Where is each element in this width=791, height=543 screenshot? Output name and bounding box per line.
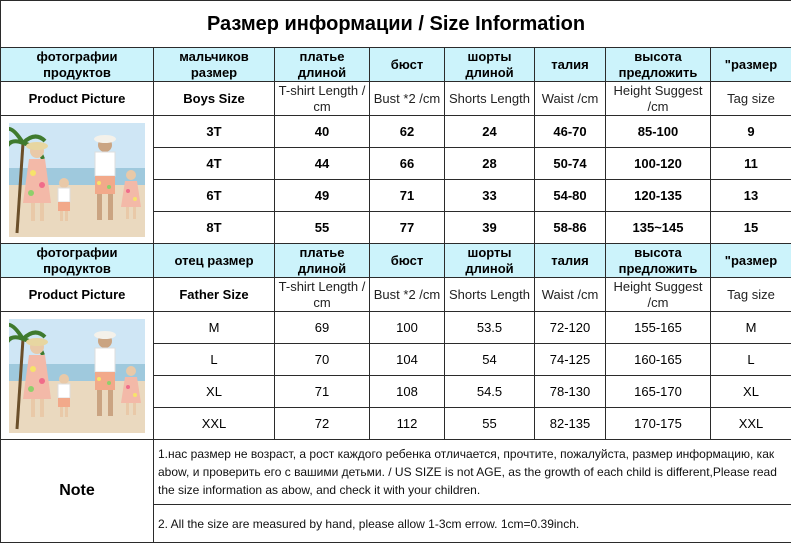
header-product-picture: Product Picture xyxy=(1,82,154,116)
tshirt-length-cell: 55 xyxy=(275,212,370,244)
product-picture-boys xyxy=(1,116,154,244)
boys-header-ru xyxy=(1,48,791,82)
waist-cell: 46-70 xyxy=(535,116,606,148)
header-tshirt-length-ru: платье длиной xyxy=(275,48,370,82)
waist-cell: 58-86 xyxy=(535,212,606,244)
father-header-ru xyxy=(1,244,791,278)
note-text-1: 1.нас размер не возраст, а рост каждого ребенка отличается, прочтите, пожалуйста, размер информацию, как abow, и проверить его с вашими детьми. / US SIZE is not AGE, as the growth of each child is different,Please read the size information as abow, and check it with your children. xyxy=(154,440,791,505)
header-tag-size: Tag size xyxy=(711,278,791,312)
tag-size-cell: XXL xyxy=(711,408,791,440)
shorts-length-cell: 54 xyxy=(445,344,535,376)
header-waist: Waist /cm xyxy=(535,278,606,312)
family-beach-photo xyxy=(9,319,145,433)
header-height-suggest-ru: высота предложить xyxy=(606,48,711,82)
page-title: Размер информации / Size Information xyxy=(1,1,791,48)
father-size-cell: M xyxy=(154,312,275,344)
header-boys-size: Boys Size xyxy=(154,82,275,116)
tag-size-cell: 13 xyxy=(711,180,791,212)
waist-cell: 50-74 xyxy=(535,148,606,180)
header-tag-size-ru: "размер xyxy=(711,48,791,82)
waist-cell: 54-80 xyxy=(535,180,606,212)
header-product-picture-ru: фотографии продуктов xyxy=(1,244,154,278)
tag-size-cell: L xyxy=(711,344,791,376)
header-tshirt-length: T-shirt Length / cm xyxy=(275,82,370,116)
height-suggest-cell: 100-120 xyxy=(606,148,711,180)
shorts-length-cell: 33 xyxy=(445,180,535,212)
family-beach-photo xyxy=(9,123,145,237)
tag-size-cell: 9 xyxy=(711,116,791,148)
bust-cell: 108 xyxy=(370,376,445,408)
waist-cell: 78-130 xyxy=(535,376,606,408)
header-waist-ru: талия xyxy=(535,48,606,82)
tshirt-length-cell: 69 xyxy=(275,312,370,344)
header-shorts-length: Shorts Length xyxy=(445,278,535,312)
bust-cell: 112 xyxy=(370,408,445,440)
header-tshirt-length: T-shirt Length / cm xyxy=(275,278,370,312)
header-waist-ru: талия xyxy=(535,244,606,278)
shorts-length-cell: 39 xyxy=(445,212,535,244)
height-suggest-cell: 120-135 xyxy=(606,180,711,212)
bust-cell: 77 xyxy=(370,212,445,244)
header-tag-size: Tag size xyxy=(711,82,791,116)
header-father-size-ru: отец размер xyxy=(154,244,275,278)
header-shorts-length-ru: шорты длиной xyxy=(445,48,535,82)
tag-size-cell: 11 xyxy=(711,148,791,180)
shorts-length-cell: 55 xyxy=(445,408,535,440)
header-tag-size-ru: "размер xyxy=(711,244,791,278)
shorts-length-cell: 28 xyxy=(445,148,535,180)
height-suggest-cell: 135~145 xyxy=(606,212,711,244)
header-height-suggest-ru: высота предложить xyxy=(606,244,711,278)
shorts-length-cell: 54.5 xyxy=(445,376,535,408)
tag-size-cell: M xyxy=(711,312,791,344)
header-waist: Waist /cm xyxy=(535,82,606,116)
bust-cell: 66 xyxy=(370,148,445,180)
header-shorts-length: Shorts Length xyxy=(445,82,535,116)
waist-cell: 74-125 xyxy=(535,344,606,376)
header-bust-ru: бюст xyxy=(370,244,445,278)
header-bust: Bust *2 /cm xyxy=(370,278,445,312)
bust-cell: 71 xyxy=(370,180,445,212)
table-row xyxy=(1,116,791,148)
boys-size-cell: 4T xyxy=(154,148,275,180)
boys-size-cell: 3T xyxy=(154,116,275,148)
header-tshirt-length-ru: платье длиной xyxy=(275,244,370,278)
father-size-rows xyxy=(1,312,791,440)
header-height-suggest: Height Suggest /cm xyxy=(606,82,711,116)
note-text-2: 2. All the size are measured by hand, please allow 1-3cm errow. 1cm=0.39inch. xyxy=(154,505,791,543)
tag-size-cell: XL xyxy=(711,376,791,408)
header-shorts-length-ru: шорты длиной xyxy=(445,244,535,278)
shorts-length-cell: 53.5 xyxy=(445,312,535,344)
note-row-1 xyxy=(1,440,791,505)
father-size-cell: L xyxy=(154,344,275,376)
height-suggest-cell: 165-170 xyxy=(606,376,711,408)
boys-size-cell: 8T xyxy=(154,212,275,244)
boys-size-cell: 6T xyxy=(154,180,275,212)
tshirt-length-cell: 71 xyxy=(275,376,370,408)
bust-cell: 104 xyxy=(370,344,445,376)
boys-size-rows xyxy=(1,116,791,244)
waist-cell: 82-135 xyxy=(535,408,606,440)
tshirt-length-cell: 44 xyxy=(275,148,370,180)
bust-cell: 100 xyxy=(370,312,445,344)
note-label: Note xyxy=(1,440,154,543)
tshirt-length-cell: 40 xyxy=(275,116,370,148)
father-size-cell: XL xyxy=(154,376,275,408)
tshirt-length-cell: 72 xyxy=(275,408,370,440)
father-header-en xyxy=(1,278,791,312)
height-suggest-cell: 170-175 xyxy=(606,408,711,440)
shorts-length-cell: 24 xyxy=(445,116,535,148)
header-father-size: Father Size xyxy=(154,278,275,312)
header-product-picture-ru: фотографии продуктов xyxy=(1,48,154,82)
header-bust: Bust *2 /cm xyxy=(370,82,445,116)
waist-cell: 72-120 xyxy=(535,312,606,344)
header-boys-size-ru: мальчиков размер xyxy=(154,48,275,82)
height-suggest-cell: 155-165 xyxy=(606,312,711,344)
header-product-picture: Product Picture xyxy=(1,278,154,312)
header-height-suggest: Height Suggest /cm xyxy=(606,278,711,312)
tshirt-length-cell: 49 xyxy=(275,180,370,212)
header-bust-ru: бюст xyxy=(370,48,445,82)
boys-header-en xyxy=(1,82,791,116)
table-row xyxy=(1,312,791,344)
bust-cell: 62 xyxy=(370,116,445,148)
tag-size-cell: 15 xyxy=(711,212,791,244)
height-suggest-cell: 160-165 xyxy=(606,344,711,376)
product-picture-father xyxy=(1,312,154,440)
tshirt-length-cell: 70 xyxy=(275,344,370,376)
father-size-cell: XXL xyxy=(154,408,275,440)
height-suggest-cell: 85-100 xyxy=(606,116,711,148)
